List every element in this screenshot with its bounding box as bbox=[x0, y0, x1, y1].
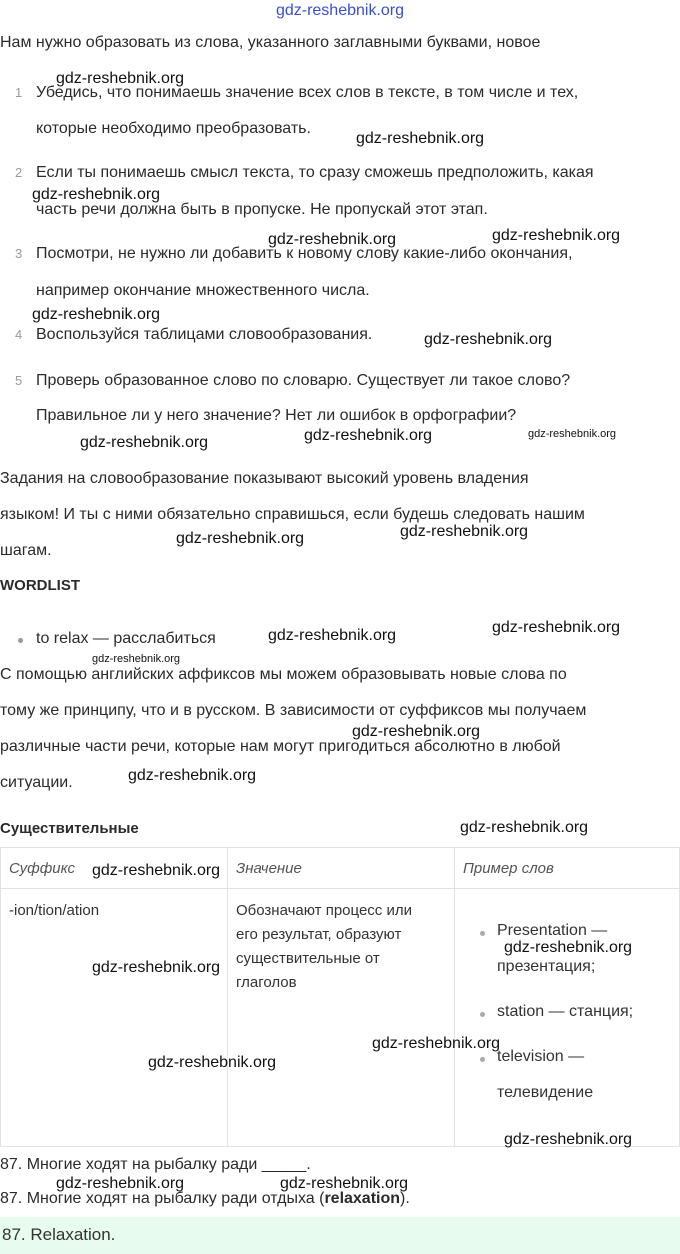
suffix-table bbox=[0, 847, 680, 1147]
summary-line: Задания на словообразование показывают высокий уровень владения bbox=[0, 470, 529, 487]
wordlist-heading: WORDLIST bbox=[0, 577, 80, 594]
watermark: gdz-reshebnik.org bbox=[504, 939, 633, 956]
example-line: телевидение bbox=[497, 1084, 594, 1101]
step-line: часть речи должна быть в пропуске. Не пропускай этот этап. bbox=[36, 201, 488, 218]
answer-short: 87. Relaxation. bbox=[2, 1225, 116, 1244]
meaning-line: существительные от bbox=[236, 950, 380, 967]
step-line: Если ты понимаешь смысл текста, то сразу сможешь предположить, какая bbox=[36, 164, 594, 181]
answer-bold: relaxation bbox=[324, 1190, 401, 1207]
watermark: gdz-reshebnik.org bbox=[504, 1131, 633, 1148]
suffix-text: -ion/tion/ation bbox=[9, 902, 100, 919]
step-line: например окончание множественного числа. bbox=[36, 282, 370, 299]
answer-prefix: 87. Многие ходят на рыбалку ради отдыха ( bbox=[0, 1190, 325, 1207]
step-line: Правильное ли у него значение? Нет ли ошибок в орфографии? bbox=[36, 407, 517, 424]
site-link[interactable]: gdz-reshebnik.org bbox=[275, 2, 405, 19]
watermark: gdz-reshebnik.org bbox=[176, 530, 305, 547]
watermark: gdz-reshebnik.org bbox=[268, 627, 397, 644]
watermark: gdz-reshebnik.org bbox=[528, 428, 617, 440]
nouns-heading: Существительные bbox=[0, 820, 139, 837]
step-line: Посмотри, не нужно ли добавить к новому слову какие-либо окончания, bbox=[36, 245, 573, 262]
watermark: gdz-reshebnik.org bbox=[32, 306, 161, 323]
watermark: gdz-reshebnik.org bbox=[280, 1175, 409, 1192]
task-question: 87. Многие ходят на рыбалку ради _____. bbox=[0, 1156, 311, 1173]
watermark: gdz-reshebnik.org bbox=[460, 819, 589, 836]
meaning-line: глаголов bbox=[236, 974, 297, 991]
meaning-cell bbox=[228, 889, 455, 1147]
affix-line: С помощью английских аффиксов мы можем образовывать новые слова по bbox=[0, 666, 567, 683]
watermark: gdz-reshebnik.org bbox=[372, 1035, 501, 1052]
watermark: gdz-reshebnik.org bbox=[424, 331, 553, 348]
watermark: gdz-reshebnik.org bbox=[492, 227, 621, 244]
bullet-icon bbox=[480, 1012, 485, 1017]
suffix-cell bbox=[1, 889, 228, 1147]
summary-line: языком! И ты с ними обязательно справишься, если будешь следовать нашим bbox=[0, 506, 585, 523]
meaning-line: Обозначают процесс или bbox=[236, 902, 412, 919]
step-line: Убедись, что понимаешь значение всех слов в тексте, в том числе и тех, bbox=[36, 84, 579, 101]
bullet-icon bbox=[480, 1057, 485, 1062]
step-number: 4 bbox=[15, 327, 23, 342]
step-number: 1 bbox=[15, 85, 23, 100]
example-line: Presentation — bbox=[497, 922, 608, 939]
summary-line: шагам. bbox=[0, 542, 52, 559]
answer-suffix: ). bbox=[400, 1190, 410, 1207]
watermark: gdz-reshebnik.org bbox=[92, 653, 181, 665]
watermark: gdz-reshebnik.org bbox=[128, 767, 257, 784]
example-line: station — станция; bbox=[497, 1003, 634, 1020]
watermark: gdz-reshebnik.org bbox=[56, 1175, 185, 1192]
watermark: gdz-reshebnik.org bbox=[492, 619, 621, 636]
meaning-line: его результат, образуют bbox=[236, 926, 402, 943]
bullet-icon bbox=[18, 638, 23, 643]
watermark: gdz-reshebnik.org bbox=[32, 186, 161, 203]
watermark: gdz-reshebnik.org bbox=[356, 130, 485, 147]
example-line: презентация; bbox=[497, 958, 596, 975]
watermark: gdz-reshebnik.org bbox=[352, 723, 481, 740]
affix-line: различные части речи, которые нам могут пригодиться абсолютно в любой bbox=[0, 738, 561, 755]
step-number: 2 bbox=[15, 165, 23, 180]
watermark: gdz-reshebnik.org bbox=[92, 862, 221, 879]
answer-box bbox=[0, 1217, 680, 1254]
watermark: gdz-reshebnik.org bbox=[148, 1054, 277, 1071]
table-header: Пример слов bbox=[455, 848, 680, 889]
step-line: Проверь образованное слово по словарю. Существует ли такое слово? bbox=[36, 372, 571, 389]
wordlist-text: to relax — расслабиться bbox=[36, 630, 216, 647]
bullet-icon bbox=[480, 931, 485, 936]
watermark: gdz-reshebnik.org bbox=[56, 70, 185, 87]
example-line: television — bbox=[497, 1048, 585, 1065]
watermark: gdz-reshebnik.org bbox=[268, 231, 397, 248]
affix-line: тому же принципу, что и в русском. В зависимости от суффиксов мы получаем bbox=[0, 702, 587, 719]
step-line: Воспользуйся таблицами словообразования. bbox=[36, 326, 373, 343]
affix-line: ситуации. bbox=[0, 774, 73, 791]
table-header: Суффикс bbox=[1, 848, 228, 889]
step-number: 5 bbox=[15, 373, 23, 388]
watermark: gdz-reshebnik.org bbox=[80, 434, 209, 451]
watermark: gdz-reshebnik.org bbox=[92, 959, 221, 976]
watermark: gdz-reshebnik.org bbox=[400, 523, 529, 540]
table-header: Значение bbox=[228, 848, 455, 889]
intro-text: Нам нужно образовать из слова, указанного заглавными буквами, новое bbox=[0, 34, 541, 51]
step-line: которые необходимо преобразовать. bbox=[36, 120, 311, 137]
watermark: gdz-reshebnik.org bbox=[304, 427, 433, 444]
step-number: 3 bbox=[15, 246, 23, 261]
